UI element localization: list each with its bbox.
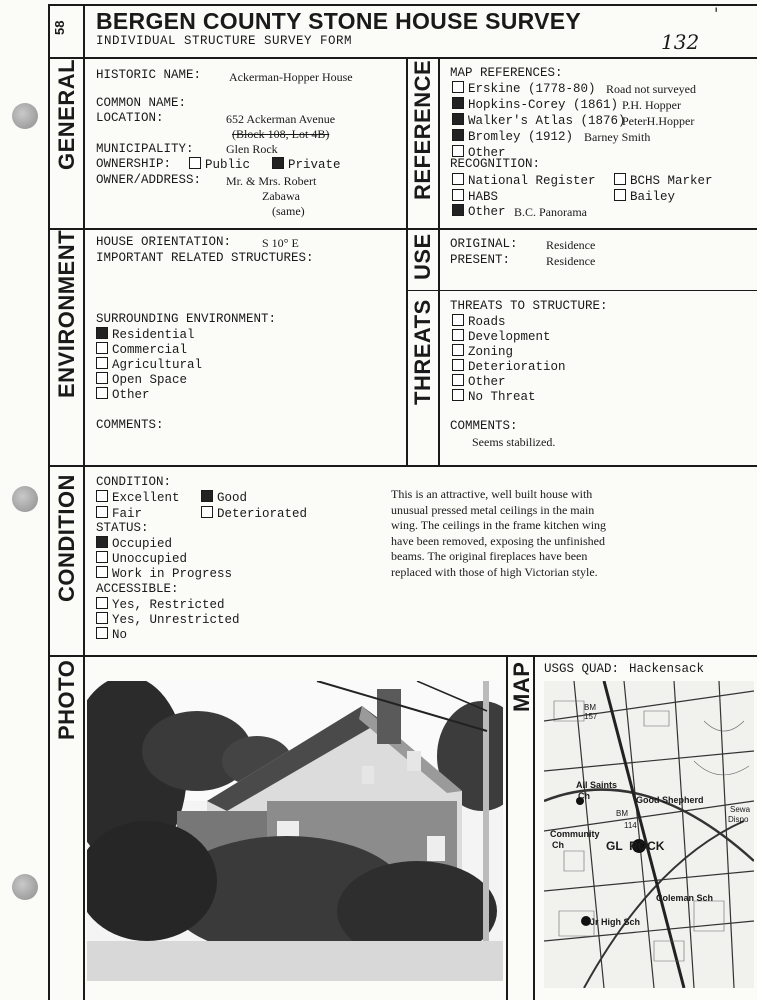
map-reference-1-checkbox[interactable] bbox=[452, 97, 464, 109]
recognition-bchs-marker: BCHS Marker bbox=[614, 173, 713, 189]
ownership-public-checkbox[interactable] bbox=[189, 157, 201, 169]
map-label-ch-1: Ch bbox=[578, 791, 590, 801]
location-value: 652 Ackerman Avenue bbox=[226, 112, 336, 126]
threat-option-0: Roads bbox=[452, 314, 506, 330]
frame-top bbox=[48, 4, 757, 6]
threats-comments-label: COMMENTS: bbox=[450, 419, 518, 433]
divider-map bbox=[506, 655, 508, 1000]
map-label-ch-2: Ch bbox=[552, 840, 564, 850]
threat-option-4: Other bbox=[452, 374, 506, 390]
status-option-2: Work in Progress bbox=[96, 566, 232, 582]
punch-hole-bottom bbox=[12, 874, 38, 900]
status-option-2-checkbox[interactable] bbox=[96, 566, 108, 578]
location-label: LOCATION: bbox=[96, 111, 164, 125]
section-general-title: GENERAL bbox=[54, 58, 79, 170]
rule-general bbox=[48, 228, 757, 230]
accessible-option-2-checkbox[interactable] bbox=[96, 627, 108, 639]
environment-option-3: Open Space bbox=[96, 372, 187, 388]
environment-option-1-checkbox[interactable] bbox=[96, 342, 108, 354]
condition-label: CONDITION: bbox=[96, 475, 172, 489]
status-label: STATUS: bbox=[96, 521, 149, 535]
section-threats-title: THREATS bbox=[410, 299, 435, 405]
rule-environment bbox=[48, 465, 757, 467]
recognition-bailey: Bailey bbox=[614, 189, 675, 205]
usgs-map bbox=[544, 681, 754, 988]
divider-general bbox=[406, 57, 408, 465]
threat-option-5: No Threat bbox=[452, 389, 536, 405]
map-label-glen-rock: GL ROCK bbox=[606, 839, 665, 853]
map-label-community: Community bbox=[550, 829, 600, 839]
deteriorated-checkbox[interactable] bbox=[201, 506, 213, 518]
page-number: 58 bbox=[52, 20, 67, 35]
map-reference-3-checkbox[interactable] bbox=[452, 129, 464, 141]
owner-line-2: Zabawa bbox=[262, 189, 300, 203]
ownership-private: Private bbox=[272, 157, 341, 173]
map-reference-3: Bromley (1912) bbox=[452, 129, 573, 145]
accessible-option-1-checkbox[interactable] bbox=[96, 612, 108, 624]
usgs-quad-label: USGS QUAD: bbox=[544, 662, 620, 676]
municipality-value: Glen Rock bbox=[226, 142, 278, 156]
good-checkbox[interactable] bbox=[201, 490, 213, 502]
map-reference-2: Walker's Atlas (1876) bbox=[452, 113, 626, 129]
surrounding-label: SURROUNDING ENVIRONMENT: bbox=[96, 312, 277, 326]
map-reference-4: Other bbox=[452, 145, 506, 161]
condition-good: Good bbox=[201, 490, 247, 506]
map-reference-0: Erskine (1778-80) bbox=[452, 81, 596, 97]
threat-option-3: Deterioration bbox=[452, 359, 566, 375]
use-present-value: Residence bbox=[546, 254, 596, 268]
usgs-quad-value: Hackensack bbox=[629, 662, 705, 676]
threats-comments-value: Seems stabilized. bbox=[472, 435, 556, 449]
survey-title: BERGEN COUNTY STONE HOUSE SURVEY bbox=[96, 8, 582, 34]
status-option-1-checkbox[interactable] bbox=[96, 551, 108, 563]
condition-deteriorated: Deteriorated bbox=[201, 506, 307, 522]
condition-description-line: have been removed, exposing the unfinished bbox=[391, 533, 605, 548]
section-map-title: MAP bbox=[509, 661, 534, 712]
environment-option-4: Other bbox=[96, 387, 150, 403]
condition-fair: Fair bbox=[96, 506, 142, 522]
habs-checkbox[interactable] bbox=[452, 189, 464, 201]
fair-checkbox[interactable] bbox=[96, 506, 108, 518]
map-label-disposal: Dispo bbox=[728, 815, 749, 824]
status-option-0-checkbox[interactable] bbox=[96, 536, 108, 548]
punch-hole-top bbox=[12, 103, 38, 129]
excellent-checkbox[interactable] bbox=[96, 490, 108, 502]
punch-hole-middle bbox=[12, 486, 38, 512]
environment-option-2: Agricultural bbox=[96, 357, 202, 373]
use-original-value: Residence bbox=[546, 238, 596, 252]
accessible-option-0: Yes, Restricted bbox=[96, 597, 225, 613]
national-register-checkbox[interactable] bbox=[452, 173, 464, 185]
map-label-good-shepherd: Good Shepherd bbox=[636, 795, 704, 805]
section-condition-title: CONDITION bbox=[54, 474, 79, 602]
ownership-private-checkbox[interactable] bbox=[272, 157, 284, 169]
map-reference-note-2: PeterH.Hopper bbox=[622, 114, 695, 128]
section-environment-title: ENVIRONMENT bbox=[54, 229, 79, 398]
house-photo bbox=[87, 681, 503, 981]
ownership-public: Public bbox=[189, 157, 250, 173]
use-original-label: ORIGINAL: bbox=[450, 237, 518, 251]
condition-description-line: replaced with those of high Victorian style. bbox=[391, 564, 598, 579]
house-photo-illustration bbox=[87, 681, 503, 981]
recognition-label: RECOGNITION: bbox=[450, 157, 541, 171]
environment-option-2-checkbox[interactable] bbox=[96, 357, 108, 369]
map-reference-0-checkbox[interactable] bbox=[452, 81, 464, 93]
ownership-label: OWNERSHIP: bbox=[96, 157, 172, 171]
rule-use bbox=[408, 290, 757, 291]
condition-description-line: unusual pressed metal ceilings in the main bbox=[391, 502, 595, 517]
condition-description-line: This is an attractive, well built house with bbox=[391, 487, 593, 501]
location-block-lot: (Block 108, Lot 4B) bbox=[232, 127, 330, 141]
environment-option-3-checkbox[interactable] bbox=[96, 372, 108, 384]
environment-option-0: Residential bbox=[96, 327, 195, 343]
accessible-option-0-checkbox[interactable] bbox=[96, 597, 108, 609]
threat-option-1: Development bbox=[452, 329, 551, 345]
map-reference-1: Hopkins-Corey (1861) bbox=[452, 97, 618, 113]
threat-option-0-checkbox[interactable] bbox=[452, 314, 464, 326]
accessible-option-2: No bbox=[96, 627, 127, 643]
municipality-label: MUNICIPALITY: bbox=[96, 142, 194, 156]
frame-left-inner bbox=[83, 4, 85, 1000]
owner-address-label: OWNER/ADDRESS: bbox=[96, 173, 202, 187]
recognition-other-checkbox[interactable] bbox=[452, 204, 464, 216]
environment-option-1: Commercial bbox=[96, 342, 187, 358]
status-option-1: Unoccupied bbox=[96, 551, 187, 567]
map-reference-4-checkbox[interactable] bbox=[452, 145, 464, 157]
map-reference-note-1: P.H. Hopper bbox=[622, 98, 681, 112]
section-photo-title: PHOTO bbox=[54, 659, 79, 740]
rule-condition bbox=[48, 655, 757, 657]
section-reference-title: REFERENCE bbox=[410, 59, 435, 200]
map-label-sewage: Sewa bbox=[730, 805, 751, 814]
bailey-checkbox[interactable] bbox=[614, 189, 626, 201]
recognition-other: Other bbox=[452, 204, 506, 220]
map-reference-note-3: Barney Smith bbox=[584, 130, 651, 144]
accessible-label: ACCESSIBLE: bbox=[96, 582, 179, 596]
orientation-label: HOUSE ORIENTATION: bbox=[96, 235, 232, 249]
rule-header bbox=[48, 57, 757, 59]
map-label-coleman: Coleman Sch bbox=[656, 893, 714, 903]
accessible-option-1: Yes, Unrestricted bbox=[96, 612, 240, 628]
map-label-157: 157 bbox=[584, 712, 598, 721]
divider-general-2 bbox=[438, 57, 440, 465]
handwritten-tick: ' bbox=[714, 4, 719, 23]
historic-name-label: HISTORIC NAME: bbox=[96, 68, 202, 82]
map-reference-2-checkbox[interactable] bbox=[452, 113, 464, 125]
owner-line-1: Mr. & Mrs. Robert bbox=[226, 174, 317, 188]
map-label-bm-2: BM bbox=[616, 809, 628, 818]
environment-option-0-checkbox[interactable] bbox=[96, 327, 108, 339]
status-option-0: Occupied bbox=[96, 536, 172, 552]
threat-option-5-checkbox[interactable] bbox=[452, 389, 464, 401]
environment-comments-label: COMMENTS: bbox=[96, 418, 164, 432]
threat-option-2-checkbox[interactable] bbox=[452, 344, 464, 356]
map-label-all-saints: All Saints bbox=[576, 780, 618, 790]
survey-subtitle: INDIVIDUAL STRUCTURE SURVEY FORM bbox=[96, 34, 353, 48]
threat-option-4-checkbox[interactable] bbox=[452, 374, 464, 386]
use-present-label: PRESENT: bbox=[450, 253, 511, 267]
section-use-title: USE bbox=[410, 233, 435, 280]
condition-description-line: wing. The ceilings in the frame kitchen wing bbox=[391, 518, 607, 532]
threat-option-2: Zoning bbox=[452, 344, 513, 360]
owner-line-3: (same) bbox=[272, 204, 305, 218]
recognition-other-note: B.C. Panorama bbox=[514, 205, 587, 219]
map-reference-note-0: Road not surveyed bbox=[606, 82, 696, 96]
frame-left bbox=[48, 4, 50, 1000]
condition-description-line: beams. The original fireplaces have been bbox=[391, 549, 588, 563]
environment-option-4-checkbox[interactable] bbox=[96, 387, 108, 399]
common-name-label: COMMON NAME: bbox=[96, 96, 187, 110]
map-label-jr-high: Jr High Sch bbox=[590, 917, 641, 927]
threats-label: THREATS TO STRUCTURE: bbox=[450, 299, 608, 313]
threat-option-1-checkbox[interactable] bbox=[452, 329, 464, 341]
file-number: 132 bbox=[661, 30, 700, 54]
orientation-value: S 10° E bbox=[262, 236, 299, 250]
threat-option-3-checkbox[interactable] bbox=[452, 359, 464, 371]
historic-name-value: Ackerman-Hopper House bbox=[229, 70, 353, 84]
map-references-label: MAP REFERENCES: bbox=[450, 66, 563, 80]
map-label-114: 114 bbox=[624, 821, 637, 830]
bchs-marker-checkbox[interactable] bbox=[614, 173, 626, 185]
recognition-habs: HABS bbox=[452, 189, 498, 205]
condition-excellent: Excellent bbox=[96, 490, 180, 506]
recognition-national-register: National Register bbox=[452, 173, 596, 189]
map-label-bm-1: BM bbox=[584, 703, 596, 712]
related-structures-label: IMPORTANT RELATED STRUCTURES: bbox=[96, 251, 314, 265]
